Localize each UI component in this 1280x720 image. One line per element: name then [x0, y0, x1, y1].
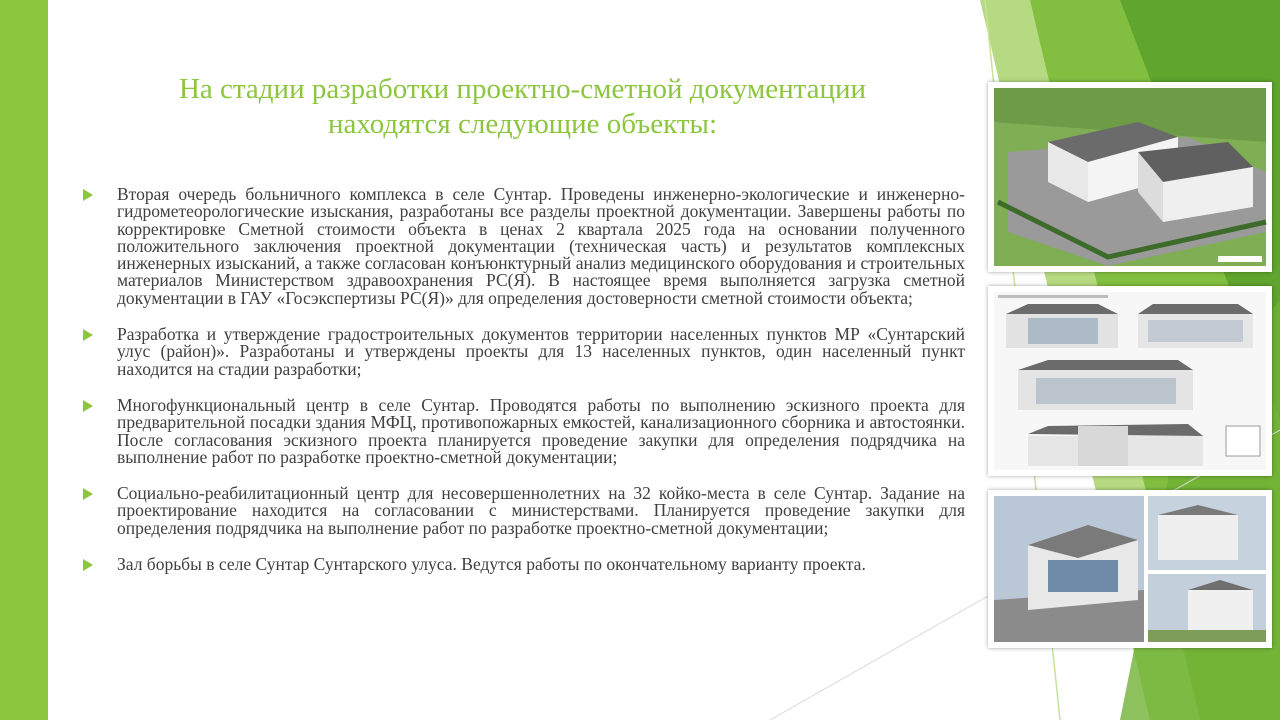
triangle-arrow-icon: [82, 189, 94, 201]
facade-drawings-image: [988, 286, 1272, 476]
list-item-text: Зал борьбы в селе Сунтар Сунтарского улуса. Ведутся работы по окончательному варианту проекта.: [117, 554, 866, 575]
elevation-1: [1006, 304, 1118, 348]
mfc-render-image: [988, 490, 1272, 648]
triangle-arrow-icon: [82, 559, 94, 571]
list-item-text: Разработка и утверждение градостроительных документов территории населенных пунктов МР «Сунтарский улус (район)». Разработаны и утверждены проекты для 13 населенных пунктов, один населенный пункт находится на стадии разработки;: [117, 324, 965, 379]
left-green-stripe: [0, 0, 48, 720]
list-item: [82, 394, 965, 467]
hospital-render-image: [988, 82, 1272, 272]
title-line-2: находятся следующие объекты:: [327, 108, 718, 140]
triangle-arrow-icon: [82, 400, 94, 412]
list-item-text: Социально-реабилитационный центр для несовершеннолетних на 32 койко-места в селе Сунтар. Задание на проектирование находится на согласовании с министерствами. Планируется проведение закупки для определения подрядчика на выполнение работ по разработке проектно-сметной документации;: [117, 483, 965, 538]
list-item-text: Многофункциональный центр в селе Сунтар. Проводятся работы по выполнению эскизного проекта для предварительной посадки здания МФЦ, противопожарных емкостей, канализационного сборника и автостоянки. После согласования эскизного проекта планируется проведение закупки для определения подрядчика на выполнение работ по разработке проектно-сметной документации;: [117, 394, 965, 467]
project-list: [82, 186, 965, 592]
list-item-text: Вторая очередь больничного комплекса в селе Сунтар. Проведены инженерно-экологические и инженерно-гидрометеорологические изыскания, разработаны все разделы проектной документации. Завершены работы по корректировке Сметной стоимости объекта в ценах 2 квартала 2025 года на основании полученного положительного заключения проектной документации (техническая часть) и результатов комплексных инженерных изысканий, а также согласован конъюнктурный анализ медицинского оборудования и строительных материалов Министерством здравоохранения РС(Я). В настоящее время выполняется загрузка сметной документации в ГАУ «Госэкспертизы РС(Я)» для определения достоверности сметной стоимости объекта;: [117, 184, 965, 308]
slide-title: [100, 72, 945, 142]
triangle-arrow-icon: [82, 488, 94, 500]
elevation-2: [1138, 304, 1253, 348]
list-item: [82, 326, 965, 378]
triangle-arrow-icon: [82, 329, 94, 341]
elevation-3: [1018, 360, 1193, 410]
title-line-1: На стадии разработки проектно-сметной документации: [178, 73, 867, 105]
list-item: [82, 485, 965, 537]
list-item: [82, 186, 965, 307]
list-item: [82, 556, 965, 573]
